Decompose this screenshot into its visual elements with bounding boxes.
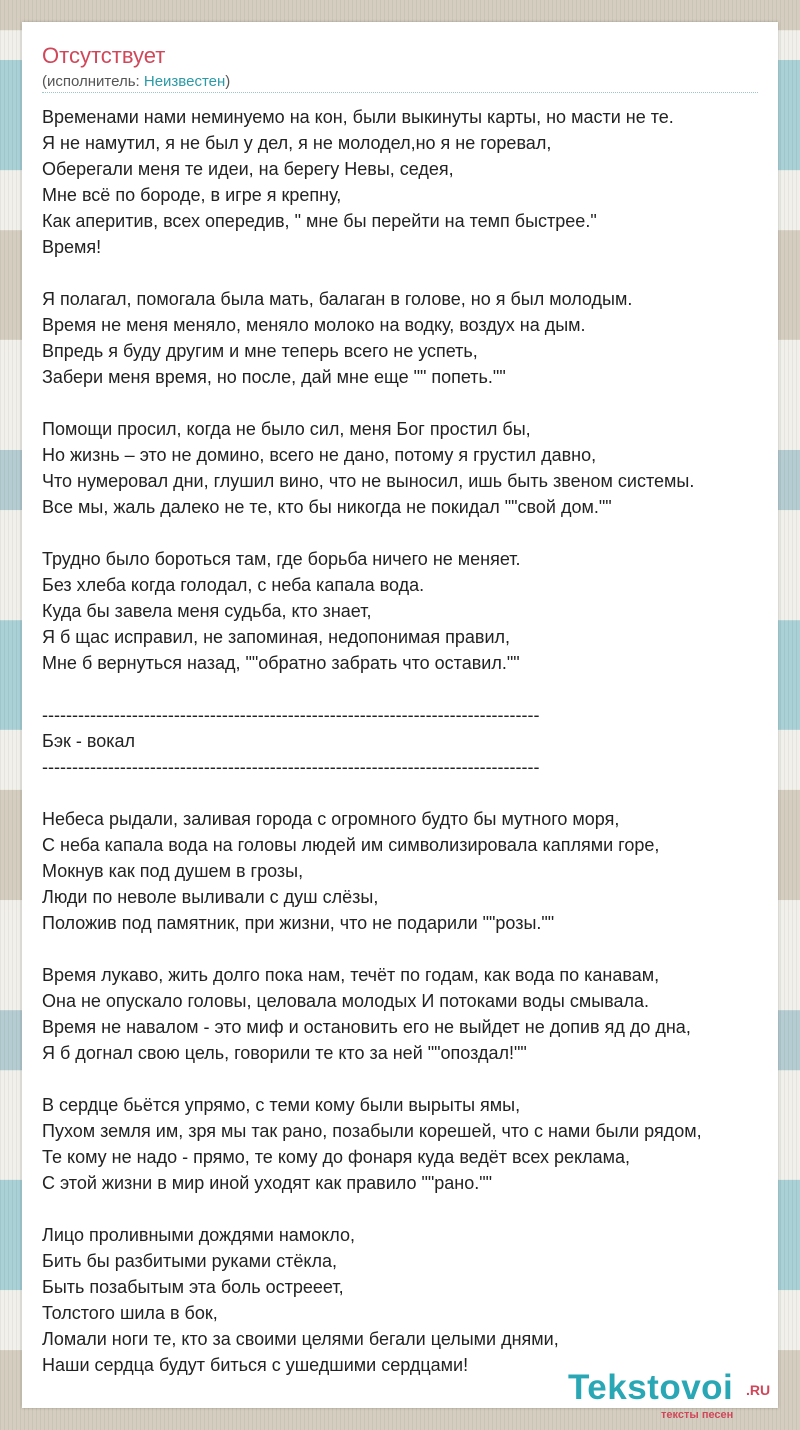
lyric-line (42, 390, 782, 416)
lyric-line (42, 936, 782, 962)
lyric-line: Ломали ноги те, кто за своими целями бегали целыми днями, (42, 1329, 559, 1349)
lyric-line (42, 520, 782, 546)
lyric-line: Впредь я буду другим и мне теперь всего не успеть, (42, 341, 478, 361)
lyric-line: Толстого шила в бок, (42, 1303, 218, 1323)
artist-line (42, 73, 230, 90)
lyric-line: Наши сердца будут биться с ушедшими сердцами! (42, 1355, 469, 1375)
lyric-line: Я не намутил, я не был у дел, я не молодел,но я не горевал, (42, 133, 552, 153)
lyric-line: Трудно было бороться там, где борьба ничего не меняет. (42, 549, 521, 569)
lyric-line: Оберегали меня те идеи, на берегу Невы, седея, (42, 159, 454, 179)
lyric-line: Мне б вернуться назад, ""обратно забрать что оставил."" (42, 653, 520, 673)
lyric-line: Временами нами неминуемо на кон, были выкинуты карты, но масти не те. (42, 107, 674, 127)
lyric-line: Как аперитив, всех опередив, " мне бы перейти на темп быстрее." (42, 211, 597, 231)
lyric-line: Время! (42, 237, 102, 257)
tekstovoi-logo[interactable] (568, 1368, 771, 1421)
logo-tld: .RU (746, 1382, 771, 1398)
lyric-line: Бить бы разбитыми руками стёкла, (42, 1251, 337, 1271)
lyric-line: Что нумеровал дни, глушил вино, что не выносил, ишь быть звеном системы. (42, 471, 695, 491)
lyric-line: Пухом земля им, зря мы так рано, позабыли корешей, что с нами были рядом, (42, 1121, 702, 1141)
lyric-line (42, 676, 782, 702)
lyric-line: Мокнув как под душем в грозы, (42, 861, 304, 881)
lyric-line: Забери меня время, но после, дай мне еще "" попеть."" (42, 367, 506, 387)
lyric-line: Куда бы завела меня судьба, кто знает, (42, 601, 372, 621)
lyrics-card (22, 22, 778, 1421)
lyric-line: Без хлеба когда голодал, с неба капала вода. (42, 575, 425, 595)
lyric-line: Помощи просил, когда не было сил, меня Бог простил бы, (42, 419, 531, 439)
lyric-line: Она не опускало головы, целовала молодых И потоками воды смывала. (42, 991, 650, 1011)
lyric-line: Время лукаво, жить долго пока нам, течёт по годам, как вода по канавам, (42, 965, 660, 985)
lyric-line: Я полагал, помогала была мать, балаган в голове, но я был молодым. (42, 289, 633, 309)
lyric-line: Положив под памятник, при жизни, что не подарили ""розы."" (42, 913, 555, 933)
lyric-line: Те кому не надо - прямо, те кому до фонаря куда ведёт всех реклама, (42, 1147, 631, 1167)
lyric-line: Я б догнал свою цель, говорили те кто за ней ""опоздал!"" (42, 1043, 527, 1063)
lyric-line (42, 1196, 782, 1222)
lyric-line (42, 260, 782, 286)
lyrics-body (42, 104, 782, 1378)
artist-prefix: (исполнитель: (42, 73, 144, 90)
logo-name: Tekstovoi (568, 1368, 734, 1407)
lyric-line: Бэк - вокал (42, 731, 136, 751)
lyric-line: Быть позабытым эта боль острееет, (42, 1277, 344, 1297)
lyric-line: Но жизнь – это не домино, всего не дано, потому я грустил давно, (42, 445, 597, 465)
title-divider (42, 92, 758, 93)
lyric-line (42, 1066, 782, 1092)
lyric-line: Небеса рыдали, заливая города с огромного будто бы мутного моря, (42, 809, 620, 829)
lyric-line: Все мы, жаль далеко не те, кто бы никогда не покидал ""свой дом."" (42, 497, 612, 517)
artist-link[interactable]: Неизвестен (143, 73, 226, 90)
lyric-line: С этой жизни в мир иной уходят как правило ""рано."" (42, 1173, 493, 1193)
lyric-line: Время не навалом - это миф и остановить его не выйдет не допив яд до дна, (42, 1017, 691, 1037)
lyric-line: В сердце бьётся упрямо, с теми кому были вырыты ямы, (42, 1095, 521, 1115)
lyric-line: Мне всё по бороде, в игре я крепну, (42, 185, 342, 205)
lyric-line: С неба капала вода на головы людей им символизировала каплями горе, (42, 835, 660, 855)
logo-tagline: тексты песен (661, 1409, 734, 1421)
lyric-line: Лицо проливными дождями намокло, (42, 1225, 355, 1245)
lyric-line: ----------------------------------------------------------------------------------- (42, 757, 540, 777)
song-title: Отсутствует (42, 43, 166, 68)
lyric-line: Люди по неволе выливали с душ слёзы, (42, 887, 379, 907)
lyric-line: Я б щас исправил, не запоминая, недопонимая правил, (42, 627, 511, 647)
lyric-line: Время не меня меняло, меняло молоко на водку, воздух на дым. (42, 315, 586, 335)
artist-suffix: ) (225, 73, 231, 90)
lyric-line (42, 780, 782, 806)
lyric-line: ----------------------------------------------------------------------------------- (42, 705, 540, 725)
